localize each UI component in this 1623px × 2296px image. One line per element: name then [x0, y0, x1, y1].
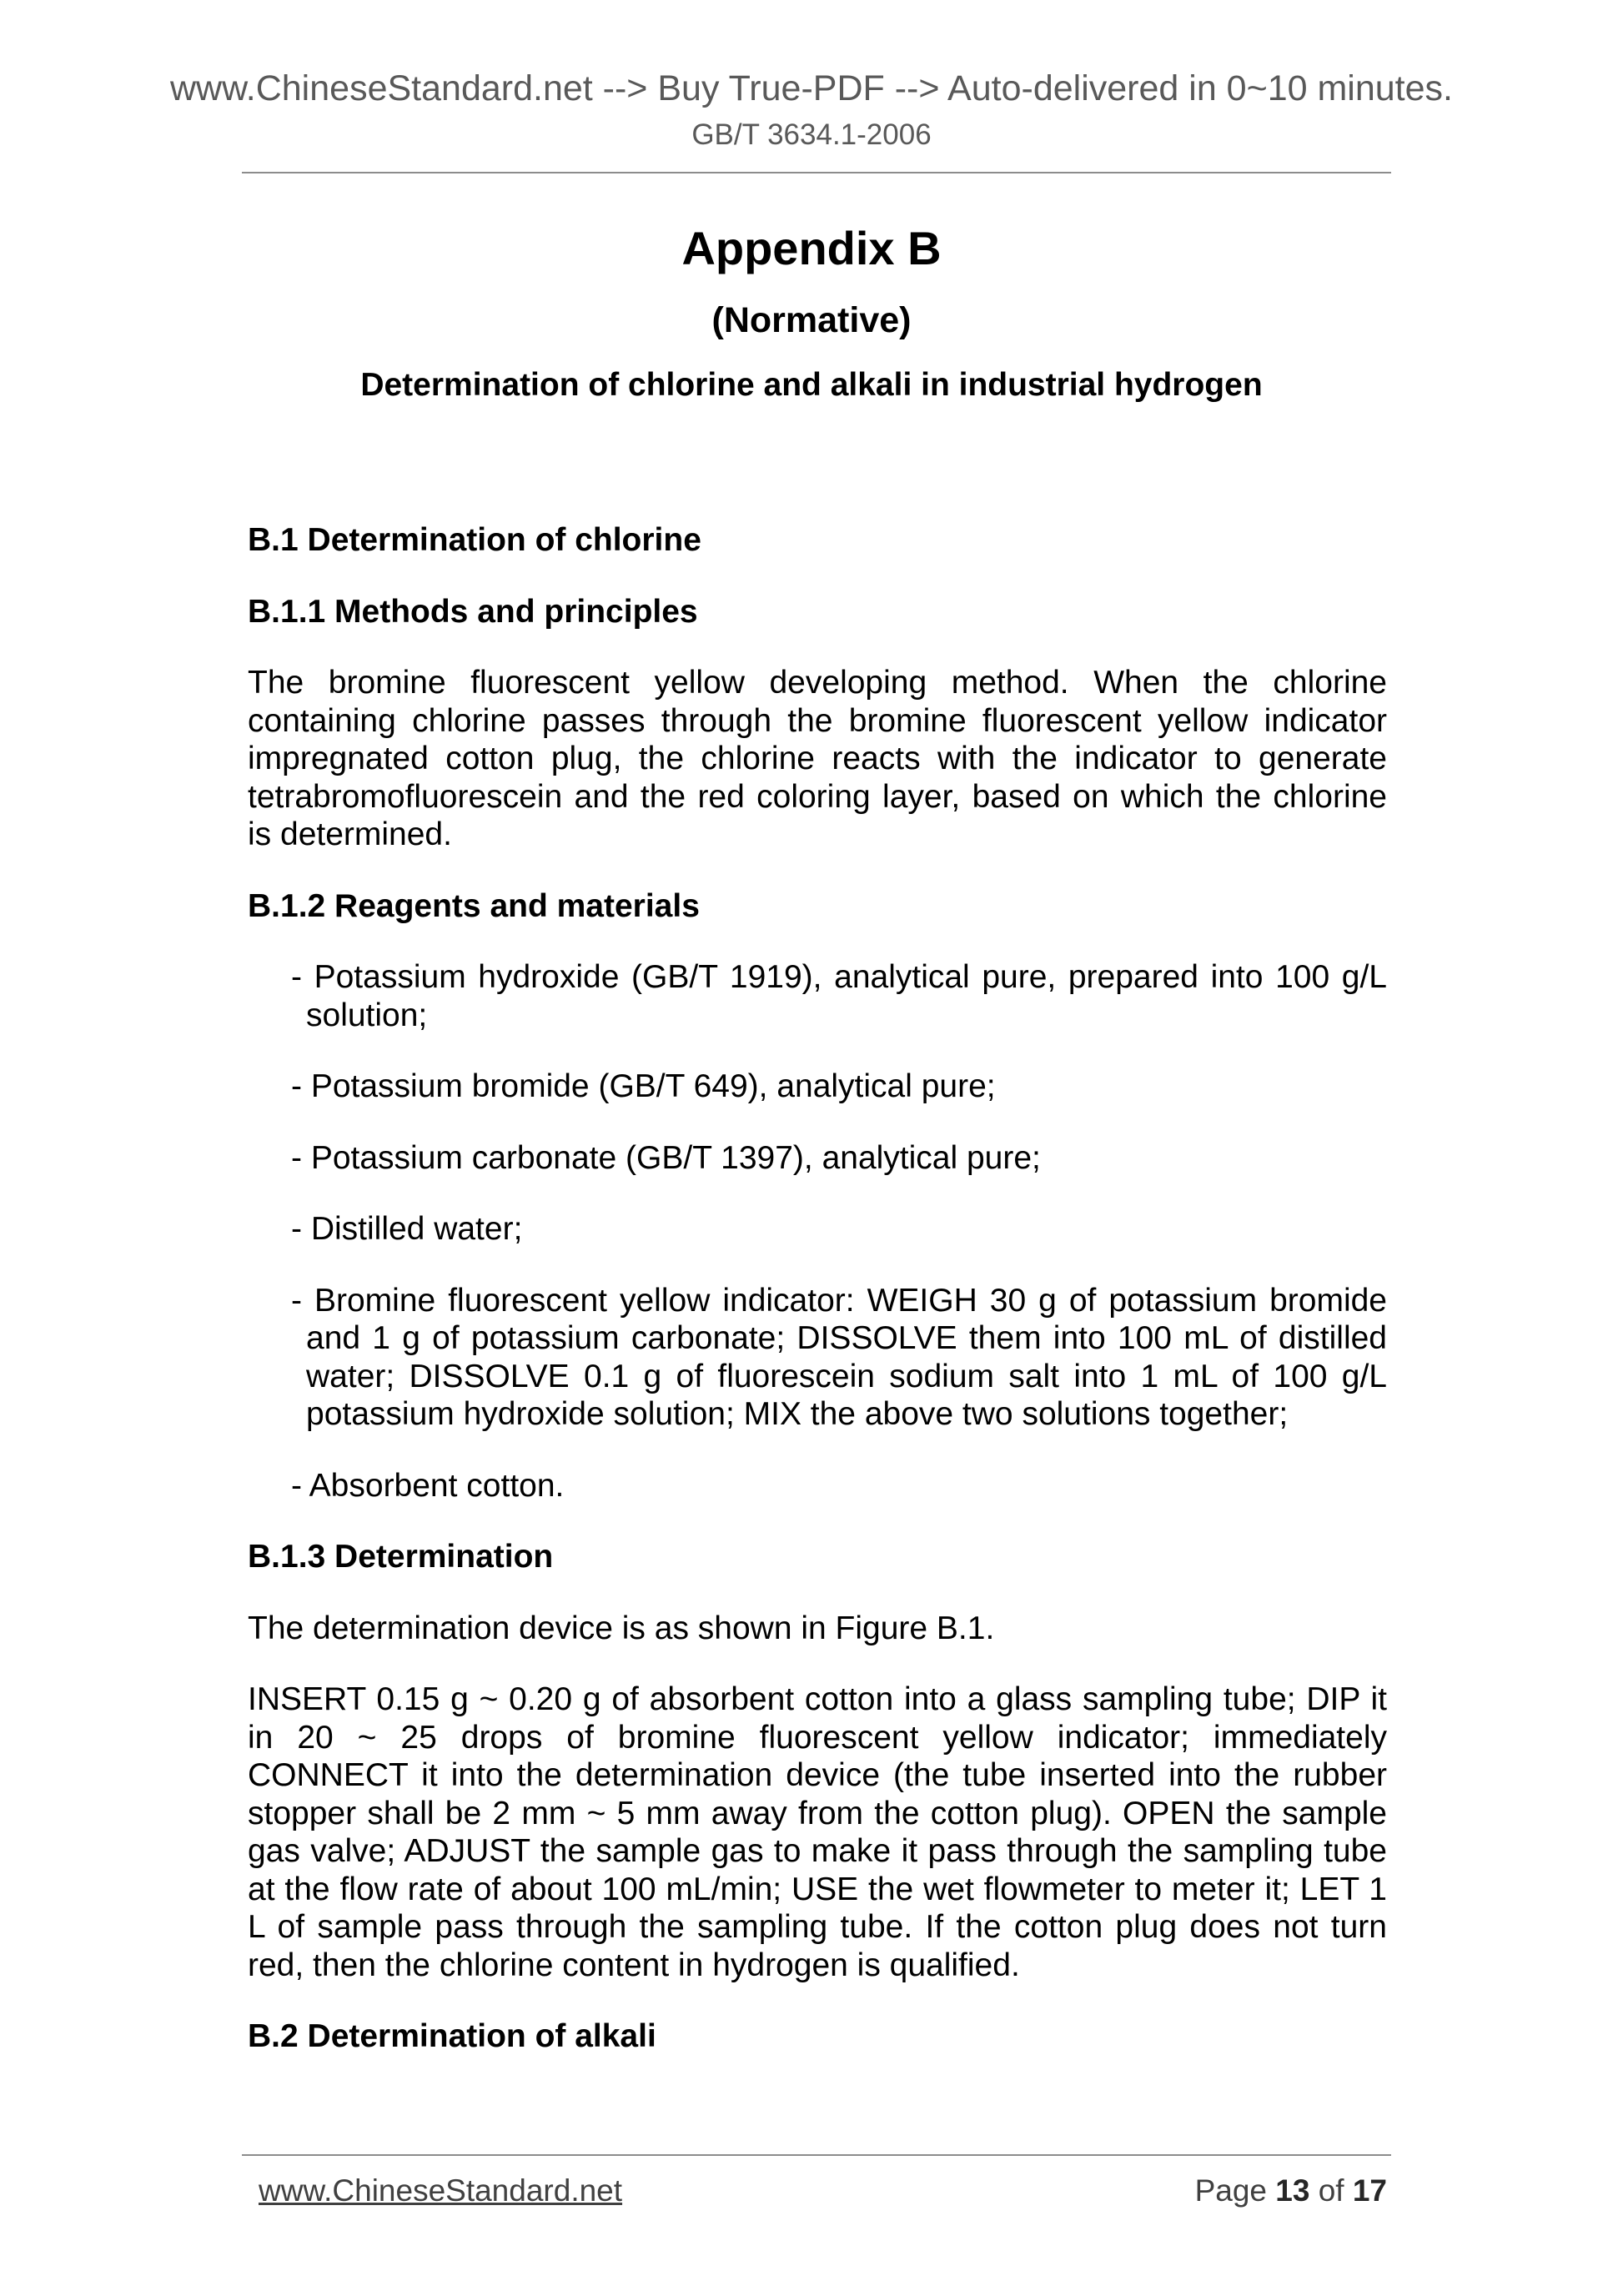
page-number	[1195, 2171, 1387, 2211]
section-b2-heading: B.2 Determination of alkali	[248, 2018, 656, 2054]
section-b13-heading: B.1.3 Determination	[248, 1539, 554, 1575]
header-divider	[242, 172, 1391, 173]
section-b1-heading: B.1 Determination of chlorine	[248, 522, 701, 558]
standard-code: GB/T 3634.1-2006	[691, 118, 932, 151]
reagents-list	[248, 958, 1387, 1505]
appendix-title: Appendix B	[681, 222, 942, 274]
section-b13-paragraph-2: INSERT 0.15 g ~ 0.20 g of absorbent cotton into a glass sampling tube; DIP it in 20 ~ 25 drops of bromine fluorescent yellow indicator; immediately CONNECT it into the determination device (the tube inserted into the rubber stopper shall be 2 mm ~ 5 mm away from the cotton plug). OPEN the sample gas valve; ADJUST the sample gas to make it pass through the sampling tube at the flow rate of about 100 mL/min; USE the wet flowmeter to meter it; LET 1 L of sample pass through the sampling tube. If the cotton plug does not turn red, then the chlorine content in hydrogen is qualified.	[248, 1681, 1387, 1983]
document-body	[248, 521, 1387, 2089]
list-item: - Potassium hydroxide (GB/T 1919), analytical pure, prepared into 100 g/L solution;	[291, 959, 1387, 1033]
list-item: - Absorbent cotton.	[291, 1467, 565, 1504]
page-label: Page	[1194, 2173, 1267, 2208]
appendix-type: (Normative)	[711, 300, 912, 340]
section-b13-paragraph-1: The determination device is as shown in Figure B.1.	[248, 1610, 995, 1646]
footer-divider	[242, 2154, 1391, 2156]
list-item: - Distilled water;	[291, 1211, 523, 1247]
section-b11-heading: B.1.1 Methods and principles	[248, 593, 698, 630]
section-b12-heading: B.1.2 Reagents and materials	[248, 887, 700, 924]
list-item: - Bromine fluorescent yellow indicator: WEIGH 30 g of potassium bromide and 1 g of potassium carbonate; DISSOLVE them into 100 mL of distilled water; DISSOLVE 0.1 g of fluorescein sodium salt into 1 mL of 100 g/L potassium hydroxide solution; MIX the above two solutions together;	[291, 1282, 1387, 1432]
appendix-subtitle: Determination of chlorine and alkali in industrial hydrogen	[360, 367, 1263, 403]
list-item: - Potassium carbonate (GB/T 1397), analytical pure;	[291, 1139, 1041, 1176]
section-b11-paragraph: The bromine fluorescent yellow developing method. When the chlorine containing chlorine passes through the bromine fluorescent yellow indicator impregnated cotton plug, the chlorine reacts with the indicator to generate tetrabromofluorescein and the red coloring layer, based on which the chlorine is determined.	[248, 665, 1387, 852]
page-of: of	[1318, 2173, 1344, 2208]
page-total: 17	[1352, 2173, 1387, 2208]
list-item: - Potassium bromide (GB/T 649), analytical pure;	[291, 1068, 996, 1104]
footer-site-link[interactable]: www.ChineseStandard.net	[259, 2173, 623, 2208]
page-current: 13	[1275, 2173, 1310, 2208]
header-banner: www.ChineseStandard.net --> Buy True-PDF --> Auto-delivered in 0~10 minutes.	[169, 68, 1453, 108]
